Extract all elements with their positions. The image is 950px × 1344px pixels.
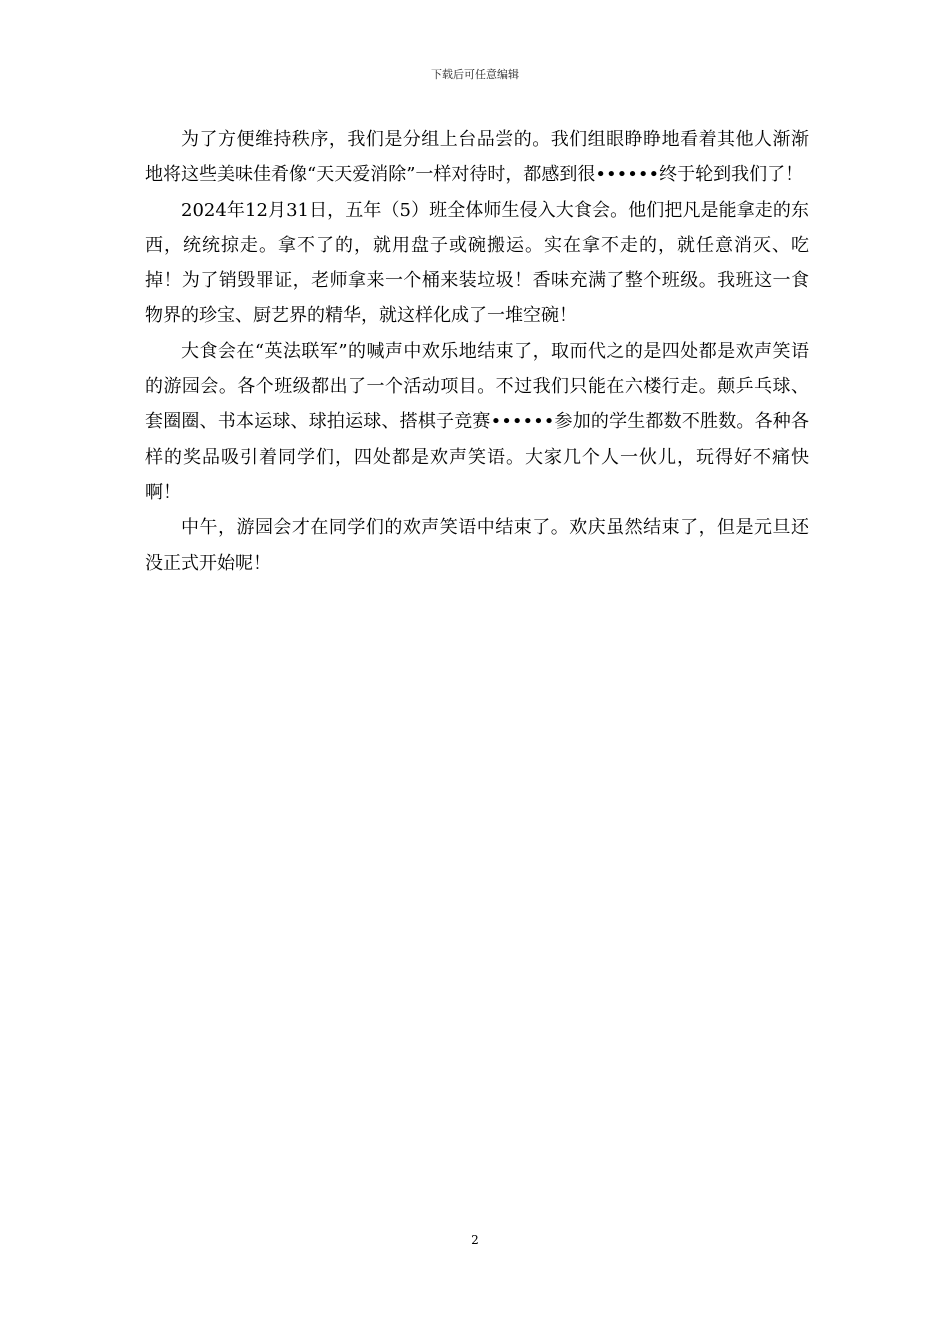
paragraph-1: 为了方便维持秩序，我们是分组上台品尝的。我们组眼睁睁地看着其他人渐渐地将这些美味佳肴像“天天爱消除”一样对待时，都感到很••••••终于轮到我们了！ (145, 129, 809, 186)
paragraph-2: 2024年12月31日，五年（5）班全体师生侵入大食会。他们把凡是能拿走的东西，统统掠走。拿不了的，就用盘子或碗搬运。实在拿不走的，就任意消灭、吃掉！为了销毁罪证，老师拿来一个桶来装垃圾！香味充满了整个班级。我班这一食物界的珍宝、厨艺界的精华，就这样化成了一堆空碗！ (145, 199, 809, 327)
page-number: 2 (471, 1233, 479, 1247)
document-body (145, 122, 809, 581)
page-header: 下载后可任意编辑 (431, 68, 519, 81)
paragraph-3: 大食会在“英法联军”的喊声中欢乐地结束了，取而代之的是四处都是欢声笑语的游园会。各个班级都出了一个活动项目。不过我们只能在六楼行走。颠乒乓球、套圈圈、书本运球、球拍运球、搭棋子竞赛••••••参加的学生都数不胜数。各种各样的奖品吸引着同学们，四处都是欢声笑语。大家几个人一伙儿，玩得好不痛快啊！ (145, 340, 809, 503)
paragraph-4: 中午，游园会才在同学们的欢声笑语中结束了。欢庆虽然结束了，但是元旦还没正式开始呢！ (145, 517, 809, 574)
